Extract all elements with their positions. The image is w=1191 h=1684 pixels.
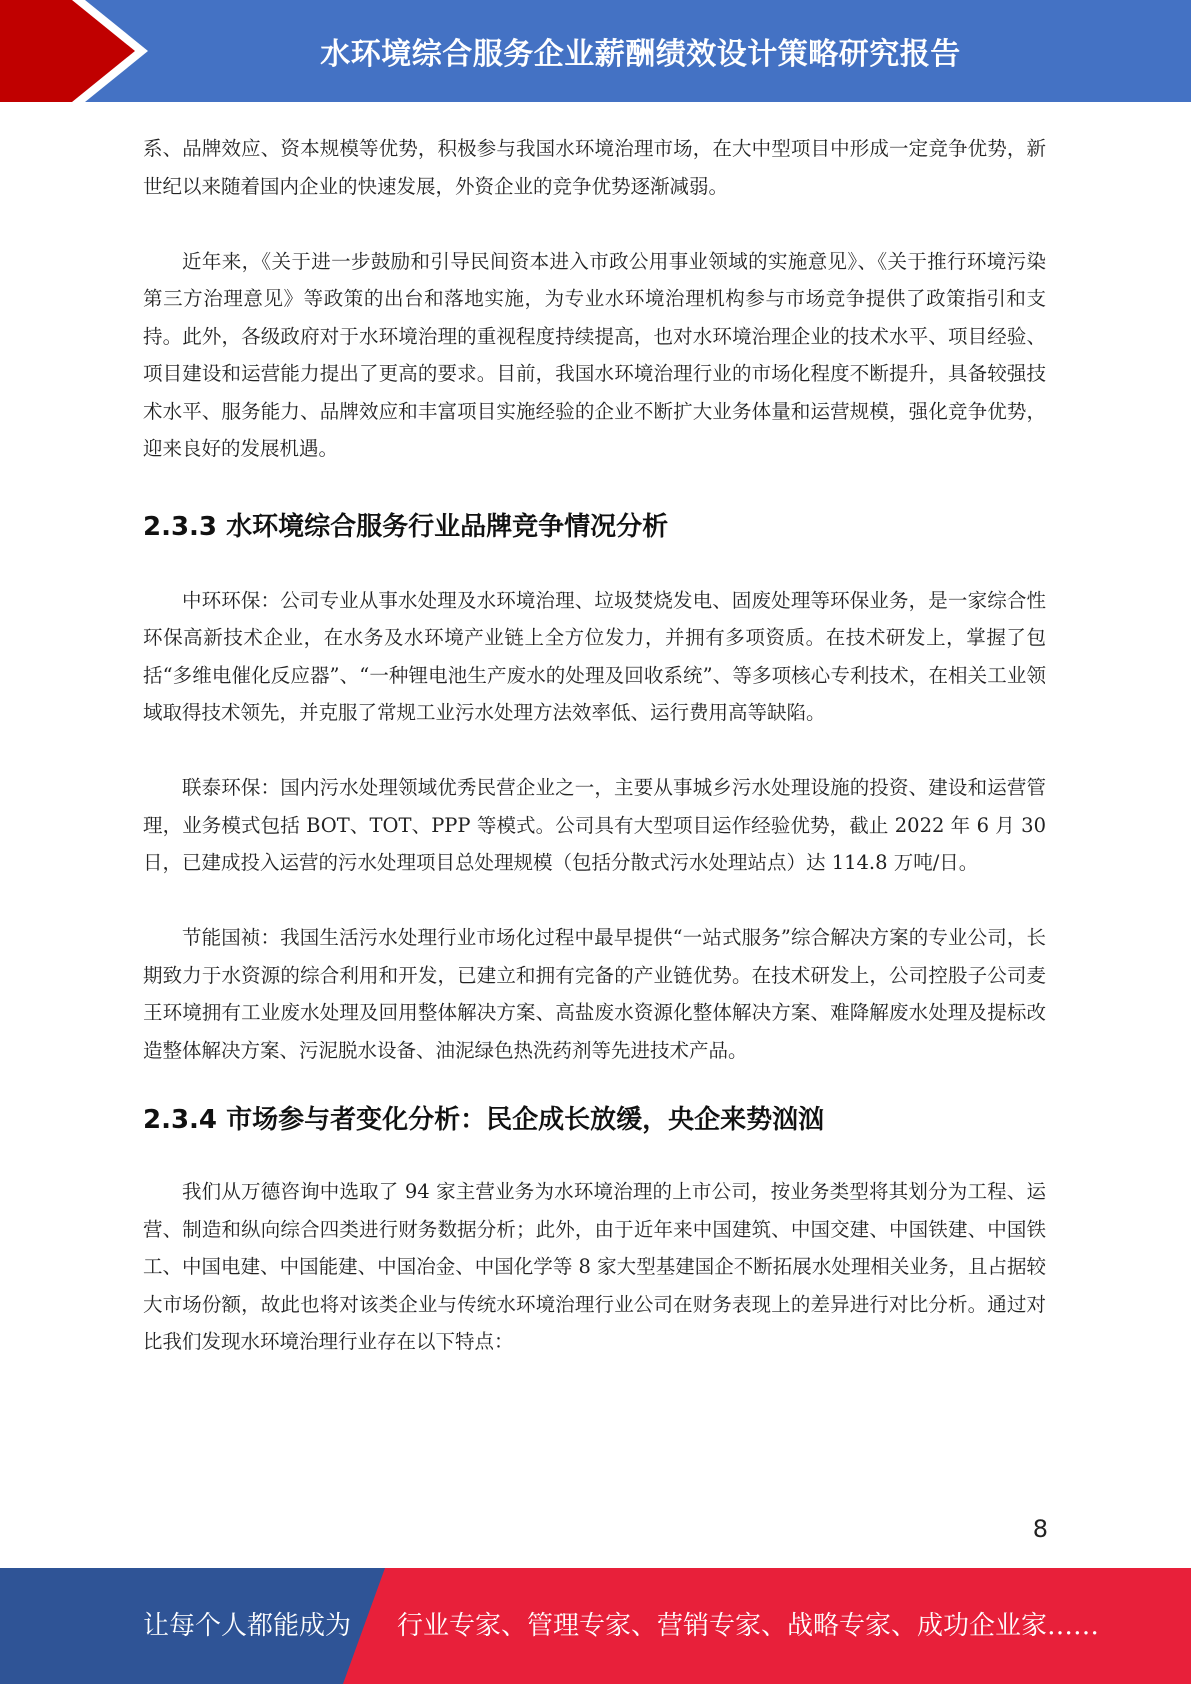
paragraph-policy: 近年来，《关于进一步鼓励和引导民间资本进入市政公用事业领域的实施意见》、《关于推行环境污染第三方治理意见》等政策的出台和落地实施，为专业水环境治理机构参与市场竞争提供了政策指引和支持。此外，各级政府对于水环境治理的重视程度持续提高，也对水环境治理企业的技术水平、项目经验、项目建设和运营能力提出了更高的要求。目前，我国水环境治理行业的市场化程度不断提升，具备较强技术水平、服务能力、品牌效应和丰富项目实施经验的企业不断扩大业务体量和运营规模，强化竞争优势，迎来良好的发展机遇。	[143, 249, 1046, 460]
paragraph-zhonghuan: 中环环保：公司专业从事水处理及水环境治理、垃圾焚烧发电、固废处理等环保业务，是一家综合性环保高新技术企业，在水务及水环境产业链上全方位发力，并拥有多项资质。在技术研发上，掌握了包括“多维电催化反应器”、“一种锂电池生产废水的处理及回收系统”、等多项核心专利技术，在相关工业领域取得技术领先，并克服了常规工业污水处理方法效率低、运行费用高等缺陷。	[143, 588, 1046, 724]
paragraph-continued: 系、品牌效应、资本规模等优势，积极参与我国水环境治理市场，在大中型项目中形成一定竞争优势，新世纪以来随着国内企业的快速发展，外资企业的竞争优势逐渐减弱。	[143, 137, 1046, 198]
paragraph-market-participants: 我们从万德咨询中选取了 94 家主营业务为水环境治理的上市公司，按业务类型将其划分为工程、运营、制造和纵向综合四类进行财务数据分析；此外，由于近年来中国建筑、中国交建、中国铁建、中国铁工、中国电建、中国能建、中国冶金、中国化学等 8 家大型基建国企不断拓展水处理相关业务，且占据较大市场份额，故此也将对该类企业与传统水环境治理行业公司在财务表现上的差异进行对比分析。通过对比我们发现水环境治理行业存在以下特点：	[143, 1180, 1046, 1353]
header-bottom-edge	[0, 102, 1191, 110]
header-arrow	[0, 0, 135, 102]
page-header	[0, 0, 1191, 110]
page-number: 8	[1032, 1515, 1048, 1543]
footer-slogan-right: 行业专家、管理专家、营销专家、战略专家、成功企业家……	[397, 1611, 1100, 1641]
section-heading-2-3-4: 2.3.4 市场参与者变化分析：民企成长放缓，央企来势汹汹	[143, 1105, 825, 1135]
page-footer	[0, 1568, 1191, 1684]
document-title: 水环境综合服务企业薪酬绩效设计策略研究报告	[320, 37, 961, 72]
document-body	[143, 130, 1046, 1361]
section-heading-2-3-3: 2.3.3 水环境综合服务行业品牌竞争情况分析	[143, 511, 669, 542]
footer-slogan-left: 让每个人都能成为	[143, 1611, 352, 1641]
paragraph-liantai: 联泰环保：国内污水处理领域优秀民营企业之一，主要从事城乡污水处理设施的投资、建设和运营管理，业务模式包括 BOT、TOT、PPP 等模式。公司具有大型项目运作经验优势，截止 2022 年 6 月 30 日，已建成投入运营的污水处理项目总处理规模（包括分散式污水处理站点）达 114.8 万吨/日。	[143, 776, 1046, 874]
paragraph-jieneng: 节能国祯：我国生活污水处理行业市场化过程中最早提供“一站式服务”综合解决方案的专业公司，长期致力于水资源的综合利用和开发，已建立和拥有完备的产业链优势。在技术研发上，公司控股子公司麦王环境拥有工业废水处理及回用整体解决方案、高盐废水资源化整体解决方案、难降解废水处理及提标改造整体解决方案、污泥脱水设备、油泥绿色热洗药剂等先进技术产品。	[143, 926, 1046, 1062]
